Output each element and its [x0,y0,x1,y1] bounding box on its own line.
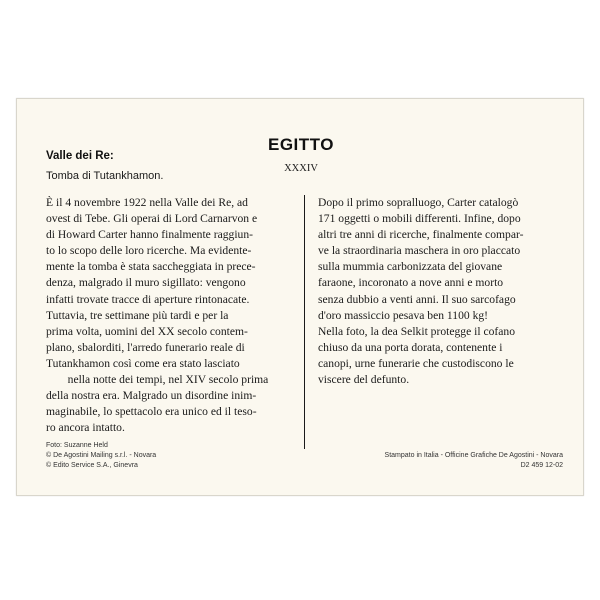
text-line: faraone, incoronato a nove anni e morto [318,276,504,290]
printer-info [385,451,563,471]
right-column-text [318,195,562,388]
credit-line: Foto: Suzanne Held [46,442,108,449]
text-line: chiuso da una porta dorata, contenente i [318,340,503,354]
text-line: to lo scopo delle loro ricerche. Ma evidente- [46,244,252,258]
photo-credits [46,441,156,471]
printer-code: D2 459 12-02 [520,462,563,469]
text-line: Dopo il primo sopralluogo, Carter catalogò [318,196,519,209]
text-line: della nostra era. Malgrado un disordine inim- [46,389,257,403]
text-line: prima volta, uomini del XX secolo contem- [46,324,248,338]
text-line: mente la tomba è stata saccheggiata in prece- [46,260,256,274]
text-line: ro ancora intatto. [46,421,125,435]
text-line: 171 oggetti o mobili differenti. Infine, dopo [318,212,521,226]
text-line: canopi, urne funerarie che custodiscono le [318,356,514,370]
card-title: EGITTO [268,135,334,154]
left-column-text [46,195,290,436]
text-line: denza, malgrado il muro sigillato: vengono [46,276,246,290]
text-line: viscere del defunto. [318,373,410,387]
text-line: nella notte dei tempi, nel XIV secolo prima [67,373,269,387]
text-line: infatti trovate tracce di aperture rintonacate. [46,292,250,306]
text-line: sulla mummia carbonizzata del giovane [318,260,503,274]
credit-line: © Edito Service S.A., Ginevra [46,462,138,469]
section-heading: Valle dei Re: [46,150,114,162]
text-line: ovest di Tebe. Gli operai di Lord Carnarvon e [46,212,258,226]
text-line: senza dubbio a venti anni. Il suo sarcofago [318,292,516,306]
text-line: maginabile, lo spettacolo era unico ed il teso- [46,405,257,419]
text-line: d'oro massiccio pesava ben 1100 kg! [318,308,489,322]
card-number: XXXIV [284,163,318,174]
text-line: Nella foto, la dea Selkit protegge il cofano [318,324,516,338]
text-line: plano, sbalorditi, l'arredo funerario reale di [46,340,245,354]
text-line: È il 4 novembre 1922 nella Valle dei Re, ad [46,196,248,209]
credit-line: © De Agostini Mailing s.r.l. - Novara [46,452,157,459]
text-line: Tuttavia, tre settimane più tardi e per la [46,308,229,322]
text-line: ve la straordinaria maschera in oro placcato [318,244,521,258]
text-line: Tutankhamon così come era stato lasciato [46,356,240,370]
printer-line: Stampato in Italia - Officine Grafiche De Agostini - Novara [384,452,563,459]
section-subheading: Tomba di Tutankhamon. [46,170,164,182]
postcard-back [16,98,584,496]
column-divider [304,195,305,449]
text-line: altri tre anni di ricerche, finalmente compar- [318,228,524,242]
text-line: di Howard Carter hanno finalmente raggiun- [46,228,254,242]
